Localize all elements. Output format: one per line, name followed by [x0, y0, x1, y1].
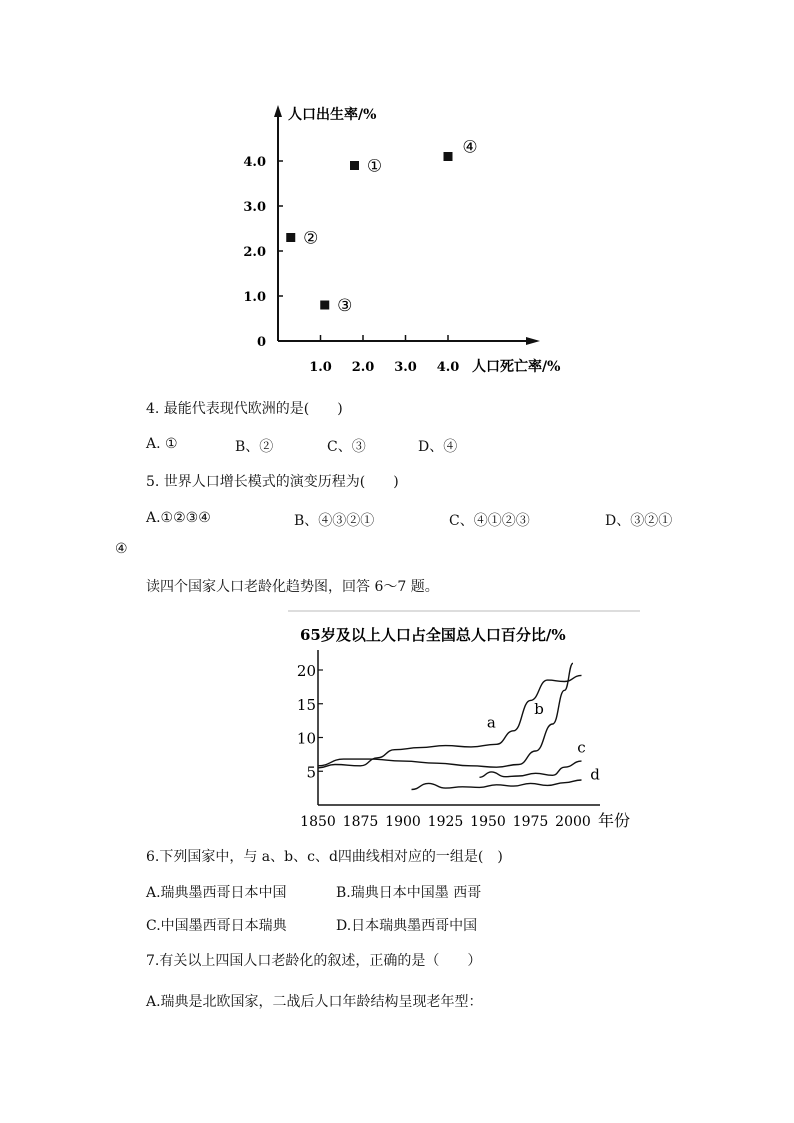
- point-label: ②: [303, 228, 319, 249]
- y-tick-label: 20: [296, 662, 316, 680]
- y-tick-label: 0: [256, 335, 266, 350]
- point-label: ④: [462, 137, 478, 158]
- chart-title: 65岁及以上人口占全国总人口百分比/%: [300, 626, 566, 644]
- q6-option-a: A.瑞典墨西哥日本中国: [146, 885, 287, 901]
- series-line-a: [318, 675, 582, 768]
- x-tick-label: 1875: [342, 814, 379, 830]
- question-5-text: 5. 世界人口增长模式的演变历程为( ): [146, 474, 399, 490]
- y-tick-label: 2.0: [243, 245, 266, 260]
- q6-option-b: B.瑞典日本中国墨 西哥: [336, 885, 482, 901]
- x-axis-label: 人口死亡率/%: [472, 359, 561, 375]
- q4-option-d: D、④: [418, 439, 458, 455]
- q5-option-c: C、④①②③: [449, 513, 530, 529]
- scatter-point: [286, 233, 295, 242]
- y-axis-label: 人口出生率/%: [288, 107, 377, 123]
- x-axis-label: 年份: [598, 811, 631, 830]
- point-label: ③: [337, 296, 353, 316]
- x-tick-label: 1900: [385, 814, 421, 830]
- x-tick-label: 2000: [555, 814, 591, 830]
- x-tick-label: 1850: [300, 814, 336, 830]
- scatter-point: [320, 301, 329, 310]
- scatter-chart: [240, 95, 600, 385]
- q4-option-b: B、②: [235, 439, 274, 455]
- intro-text: 读四个国家人口老龄化趋势图，回答 6～7 题。: [146, 579, 439, 595]
- y-tick-label: 15: [296, 695, 316, 714]
- y-axis-arrow: [274, 105, 282, 117]
- q7-option-a: A.瑞典是北欧国家，二战后人口年龄结构呈现老年型：: [146, 994, 483, 1010]
- question-4-text: 4. 最能代表现代欧洲的是( ): [146, 401, 343, 417]
- q5-option-d: D、③②①: [605, 513, 673, 529]
- series-label-b: b: [534, 699, 544, 718]
- question-6-text: 6.下列国家中，与 a、b、c、d四曲线相对应的一组是( ): [146, 849, 503, 865]
- aging-line-chart: [288, 610, 640, 832]
- x-tick-label: 1925: [427, 814, 464, 830]
- x-axis-arrow: [526, 337, 540, 345]
- y-tick-label: 3.0: [243, 200, 266, 215]
- y-tick-label: 5: [306, 763, 316, 782]
- point-label: ①: [366, 156, 383, 177]
- q6-option-d: D.日本瑞典墨西哥中国: [336, 918, 478, 934]
- x-tick-label: 1950: [470, 814, 506, 830]
- series-line-c: [480, 761, 582, 777]
- q4-option-c: C、③: [327, 439, 366, 455]
- y-tick-label: 4.0: [243, 155, 266, 170]
- y-tick-label: 1.0: [243, 290, 266, 305]
- q5-option-a: A.①②③④: [146, 510, 211, 526]
- series-line-d: [412, 780, 582, 790]
- series-label-d: d: [590, 765, 600, 784]
- x-tick-label: 1.0: [309, 360, 332, 375]
- q5-option-b: B、④③②①: [294, 513, 375, 529]
- scatter-point: [444, 152, 453, 161]
- q5-option-d-wrap: ④: [115, 541, 128, 557]
- x-tick-label: 1975: [512, 814, 549, 830]
- q6-option-c: C.中国墨西哥日本瑞典: [146, 918, 287, 934]
- x-tick-label: 2.0: [351, 360, 375, 375]
- series-label-c: c: [577, 738, 586, 757]
- x-tick-label: 4.0: [436, 360, 460, 375]
- q4-option-a: A. ①: [146, 436, 178, 452]
- y-tick-label: 10: [296, 729, 316, 748]
- question-7-text: 7.有关以上四国人口老龄化的叙述，正确的是（ ）: [146, 953, 482, 969]
- x-tick-label: 3.0: [394, 360, 417, 375]
- scatter-point: [350, 161, 359, 170]
- series-label-a: a: [486, 713, 496, 732]
